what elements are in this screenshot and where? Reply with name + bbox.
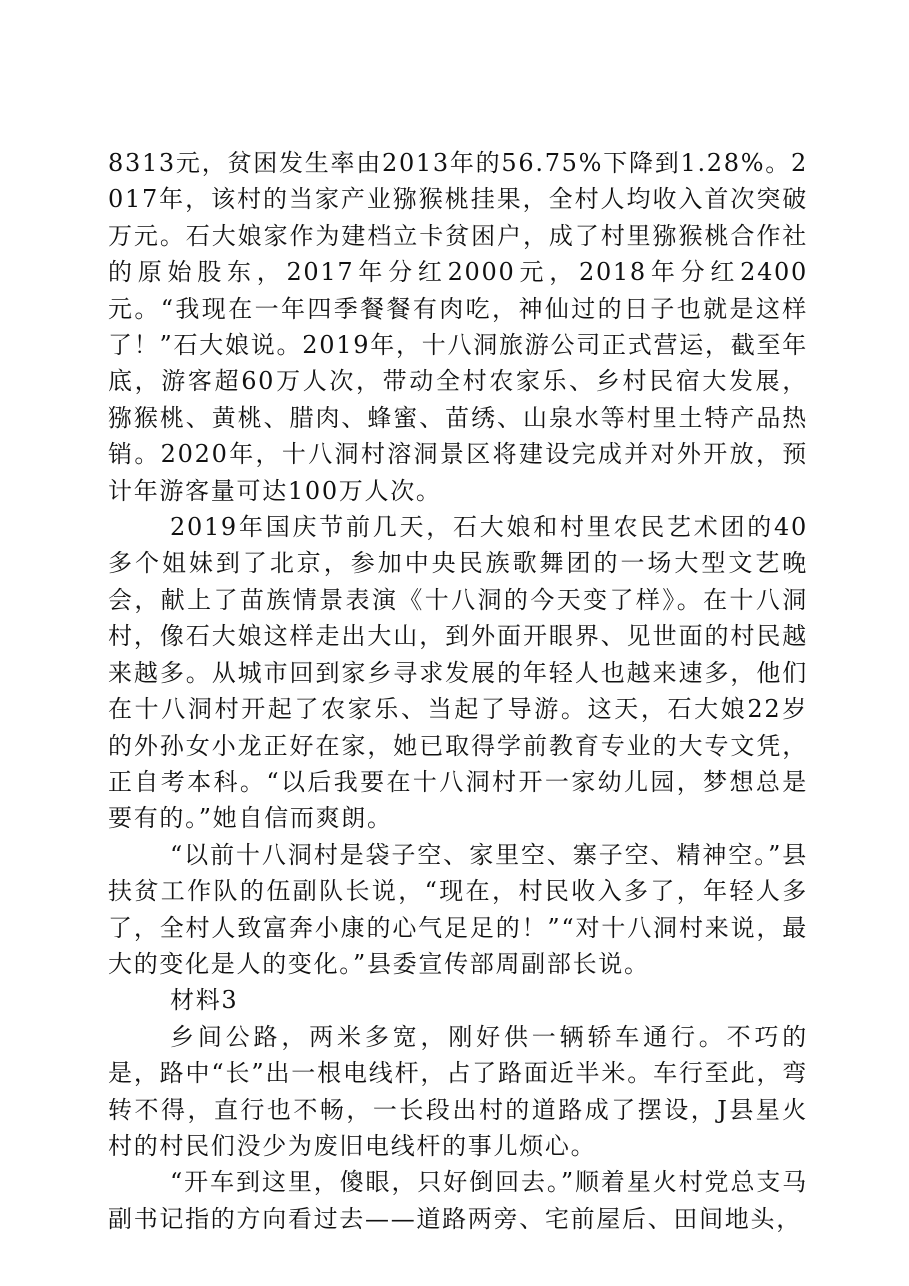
material-heading: 材料3 [170, 986, 239, 1015]
paragraph-national-day: 2019年国庆节前几天，石大娘和村里农民艺术团的40多个姐妹到了北京，参加中央民族歌舞团的一场大型文艺晚会，献上了苗族情景表演《十八洞的今天变了样》。在十八洞村，像石大娘这样走出大山，到外面开眼界、见世面的村民越来越多。从城市回到家乡寻求发展的年轻人也越来速多，他们在十八洞村开起了农家乐、当起了导游。这天，石大娘22岁的外孙女小龙正好在家，她已取得学前教育专业的大专文凭，正自考本科。“以后我要在十八洞村开一家幼儿园，梦想总是要有的。”她自信而爽朗。 [108, 513, 808, 833]
paragraph-utility-poles: “开车到这里，傻眼，只好倒回去。”顺着星火村党总支马副书记指的方向看过去——道路两旁、宅前屋后、田间地头， [108, 1168, 808, 1233]
document-body [108, 145, 808, 1237]
paragraph-village-road: 乡间公路，两米多宽，刚好供一辆轿车通行。不巧的是，路中“长”出一根电线杆，占了路面近半米。车行至此，弯转不得，直行也不畅，一长段出村的道路成了摆设，J县星火村的村民们没少为废旧电线杆的事儿烦心。 [108, 1022, 808, 1160]
paragraph-continuation: 8313元，贫困发生率由2013年的56.75%下降到1.28%。2017年，该村的当家产业猕猴桃挂果，全村人均收入首次突破万元。石大娘家作为建档立卡贫困户，成了村里猕猴桃合作社的原始股东，2017年分红2000元，2018年分红2400元。“我现在一年四季餐餐有肉吃，神仙过的日子也就是这样了！”石大娘说。2019年，十八洞旅游公司正式营运，截至年底，游客超60万人次，带动全村农家乐、乡村民宿大发展，猕猴桃、黄桃、腊肉、蜂蜜、苗绣、山泉水等村里土特产品热销。2020年，十八洞村溶洞景区将建设完成并对外开放，预计年游客量可达100万人次。 [108, 149, 808, 505]
paragraph-quotes: “以前十八洞村是袋子空、家里空、寨子空、精神空。”县扶贫工作队的伍副队长说，“现在，村民收入多了，年轻人多了，全村人致富奔小康的心气足足的！”“对十八洞村来说，最大的变化是人的变化。”县委宣传部周副部长说。 [108, 840, 808, 978]
